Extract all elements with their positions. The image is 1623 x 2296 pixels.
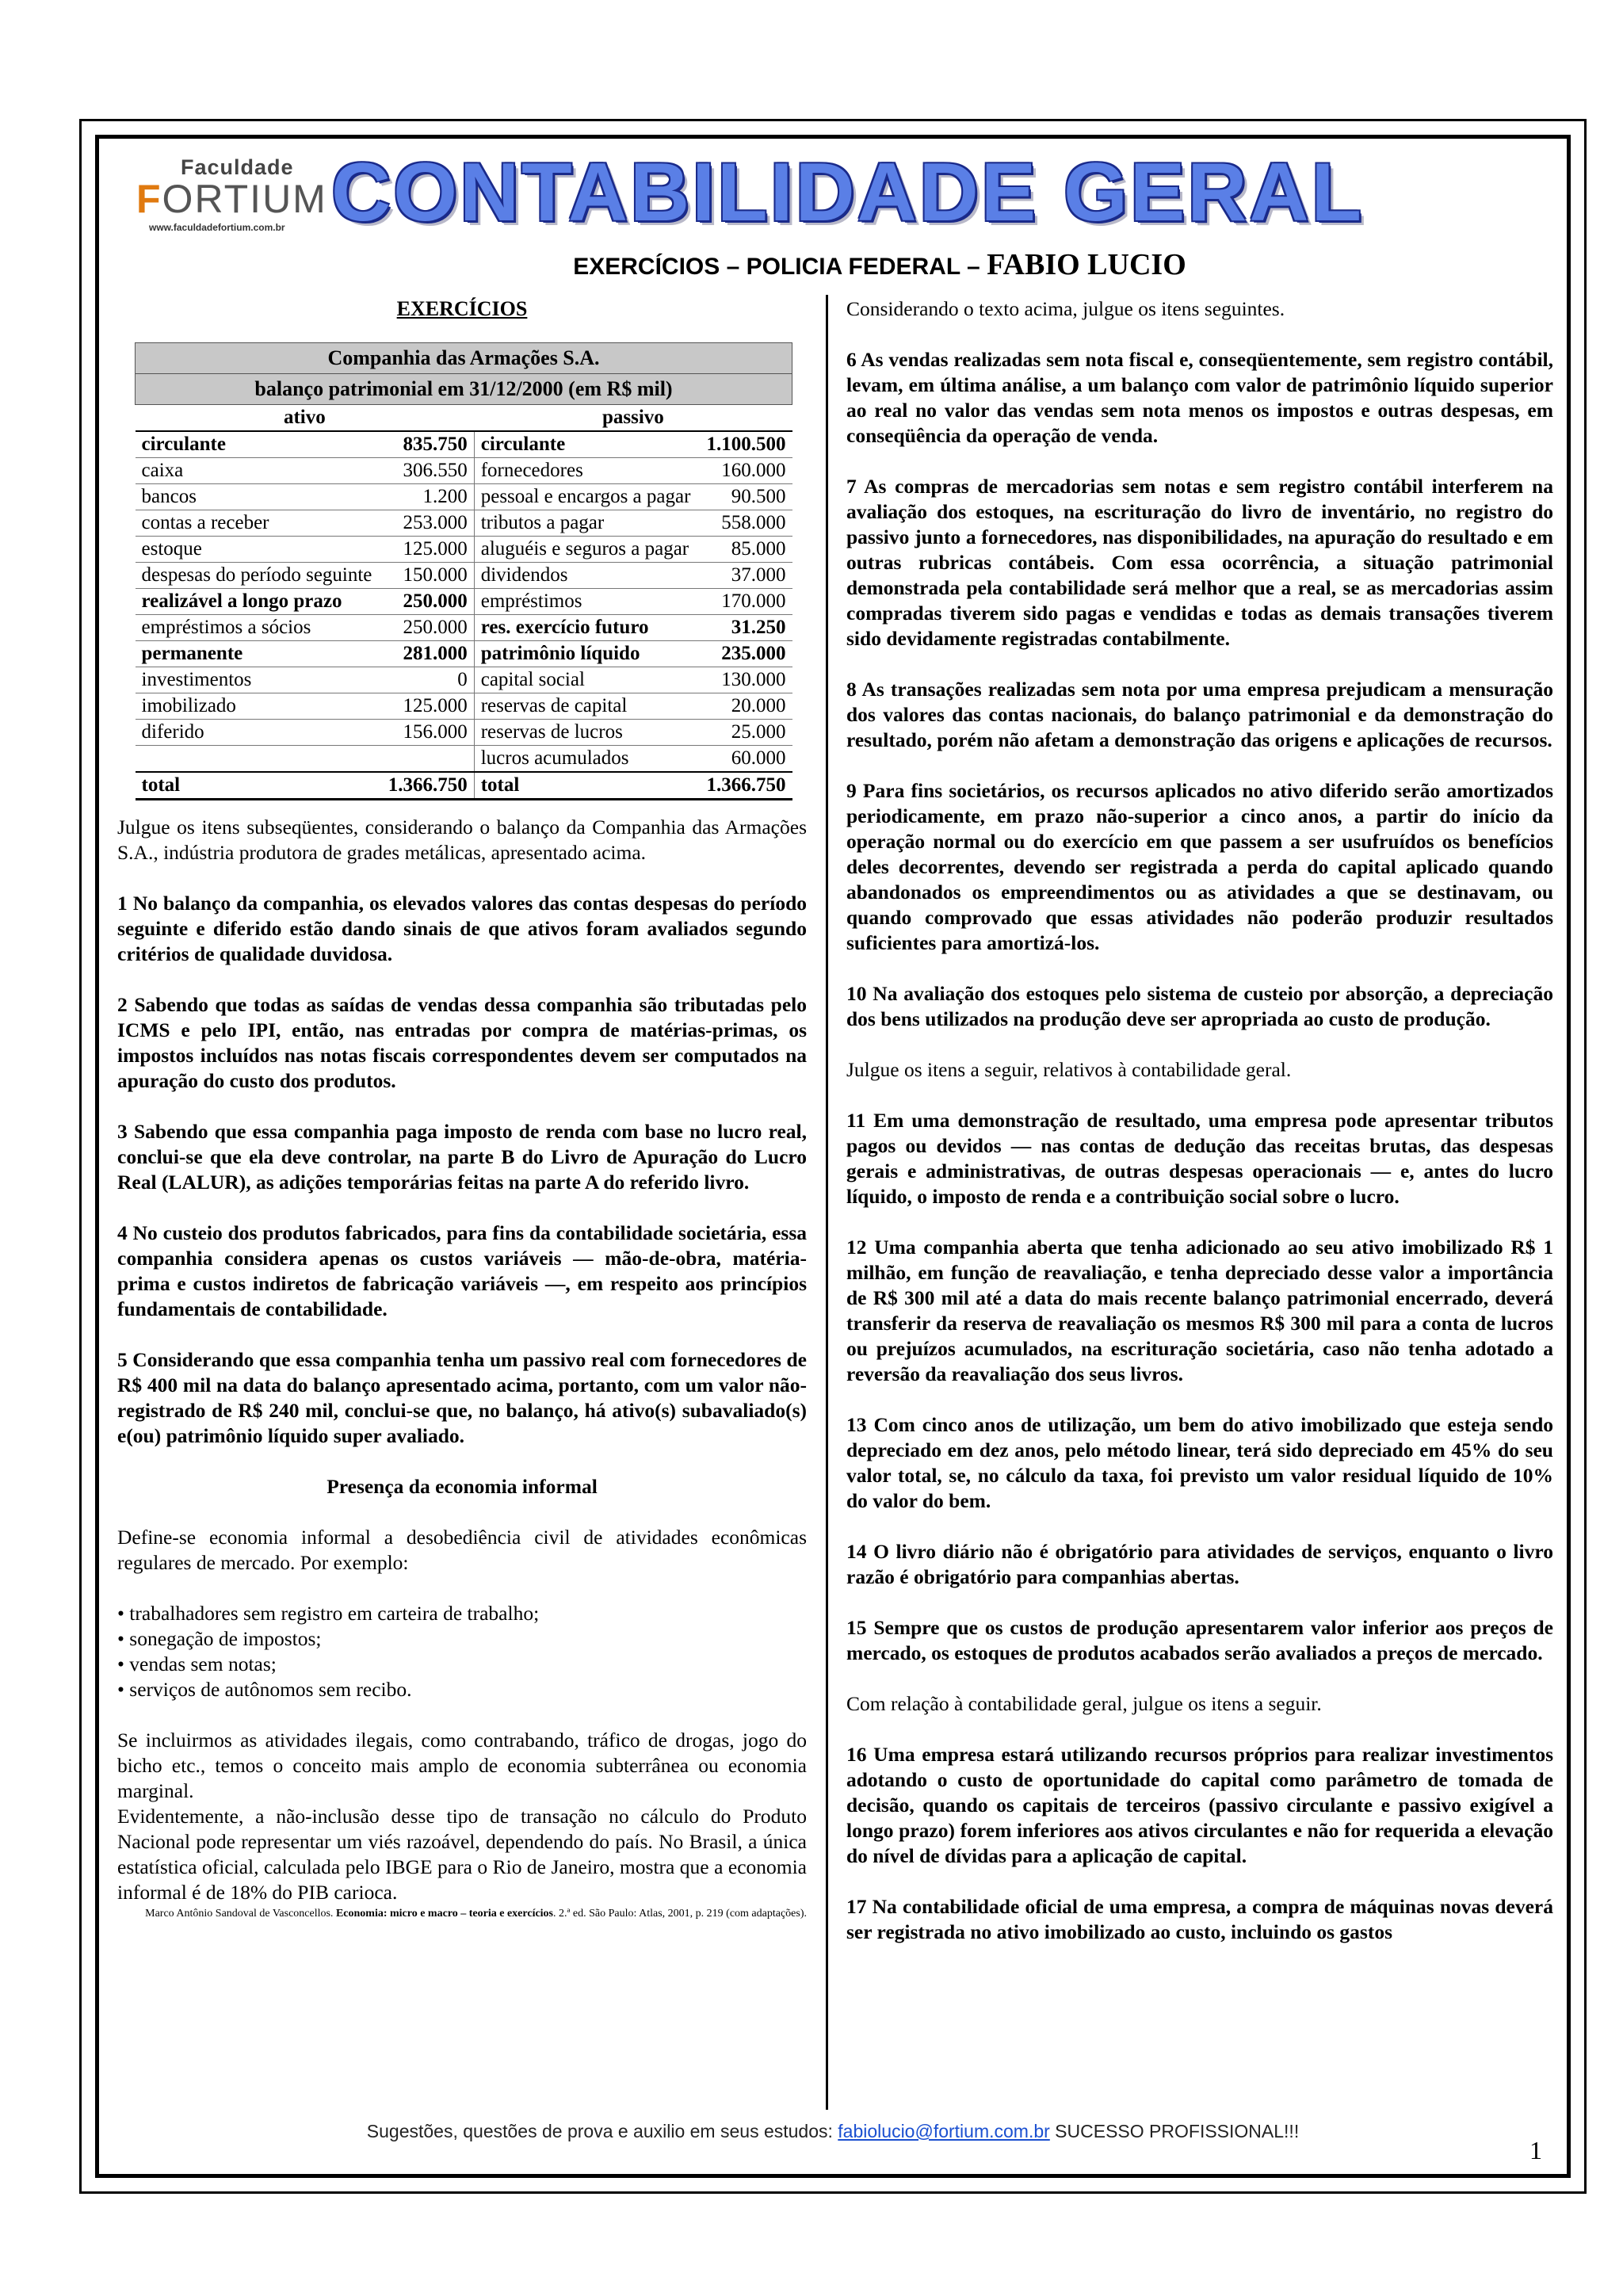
- question-9: 9 Para fins societários, os recursos aplicados no ativo diferido serão amortizados periodicamente, em prazo não-superior a cinco anos, a partir do início da operação normal ou do exercício em que passem a ser usufruídos os benefícios deles decorrentes, devendo ser registrada a perda do capital aplicado quando abandonados os empreendimentos ou as atividades a que se destinavam, ou quando comprovado que essas atividades não poderão produzir resultados suficientes para amortizá-los.: [846, 779, 1553, 954]
- ativo-label: caixa: [136, 458, 381, 484]
- page-number: 1: [1529, 2136, 1542, 2164]
- intro-3: Com relação à contabilidade geral, julgue os itens a seguir.: [846, 1692, 1322, 1715]
- total-passivo-label: total: [474, 772, 699, 800]
- passivo-value: 90.500: [699, 484, 792, 510]
- table-row: [136, 615, 792, 641]
- table-row: [136, 641, 792, 667]
- passivo-label: fornecedores: [474, 458, 699, 484]
- passivo-value: 20.000: [699, 693, 792, 720]
- question-1: 1 No balanço da companhia, os elevados valores das contas despesas do período seguinte e diferido estão dando sinais de que ativos foram avaliados segundo critérios de qualidade duvidosa.: [117, 892, 807, 965]
- ativo-label: bancos: [136, 484, 381, 510]
- table-row: [136, 510, 792, 537]
- ativo-value: 281.000: [381, 641, 475, 667]
- passivo-value: 1.100.500: [699, 431, 792, 458]
- footer: [95, 2121, 1571, 2142]
- footer-slogan: SUCESSO PROFISSIONAL!!!: [1049, 2121, 1300, 2141]
- table-total-row: [136, 772, 792, 800]
- right-column: [846, 296, 1553, 1945]
- ativo-value: 125.000: [381, 693, 475, 720]
- ativo-value: 1.200: [381, 484, 475, 510]
- table-row: [136, 667, 792, 693]
- logo-fortium-word: ORTIUM: [162, 177, 327, 221]
- passivo-value: 37.000: [699, 563, 792, 589]
- ativo-label: empréstimos a sócios: [136, 615, 381, 641]
- question-7: 7 As compras de mercadorias sem notas e sem registro contábil interferem na avaliação dos estoques, na escrituração do livro de inventário, no registro do passivo junto a fornecedores, nas disponibilidades, na apuração do resultado e em outras rubricas contábeis. Com essa ocorrência, a situação patrimonial demonstrada pela contabilidade será melhor que a real, se as mercadorias assim compradas tiverem sido pagas e vendidas e todas as demais transações tiverem sido devidamente registradas contabilmente.: [846, 475, 1553, 650]
- ativo-label: imobilizado: [136, 693, 381, 720]
- passivo-label: tributos a pagar: [474, 510, 699, 537]
- ativo-value: 125.000: [381, 537, 475, 563]
- question-16: 16 Uma empresa estará utilizando recursos próprios para realizar investimentos adotando o custo de oportunidade do capital como parâmetro de tomada de decisão, quando os capitais de terceiros (passivo circulante e passivo exigível a longo prazo) forem inferiores aos ativos circulantes e não for requerida a elevação do nível de dívidas para a aplicação de capital.: [846, 1743, 1553, 1867]
- table-row: [136, 693, 792, 720]
- bullet-item: • vendas sem notas;: [117, 1652, 277, 1675]
- question-8: 8 As transações realizadas sem nota por uma empresa prejudicam a mensuração dos valores das contas nacionais, do balanço patrimonial e da demonstração do resultado, porém não afetam a demonstração das origens e aplicações de recursos.: [846, 678, 1553, 751]
- table-row: [136, 458, 792, 484]
- economia-text-2: Se incluirmos as atividades ilegais, como contrabando, tráfico de drogas, jogo do bicho etc., temos o conceito mais amplo de economia subterrânea ou economia marginal.: [117, 1729, 807, 1802]
- ativo-label: despesas do período seguinte: [136, 563, 381, 589]
- citation-rest: . 2.ª ed. São Paulo: Atlas, 2001, p. 219 (com adaptações).: [553, 1908, 807, 1920]
- passivo-label: reservas de lucros: [474, 720, 699, 746]
- ativo-value: 253.000: [381, 510, 475, 537]
- ativo-label: permanente: [136, 641, 381, 667]
- footer-email-link[interactable]: fabiolucio@fortium.com.br: [838, 2121, 1050, 2141]
- table-row: [136, 484, 792, 510]
- ativo-value: 835.750: [381, 431, 475, 458]
- col-header-ativo: ativo: [136, 405, 475, 432]
- passivo-label: capital social: [474, 667, 699, 693]
- passivo-label: dividendos: [474, 563, 699, 589]
- section-title: Presença da economia informal: [327, 1475, 598, 1498]
- question-13: 13 Com cinco anos de utilização, um bem do ativo imobilizado que esteja sendo depreciado em dez anos, pelo método linear, terá sido depreciado em 45% do seu valor total, se, no cálculo da taxa, foi previsto um valor residual líquido de 10% do valor do bem.: [846, 1413, 1553, 1512]
- ativo-label: estoque: [136, 537, 381, 563]
- balance-sheet-table: [135, 342, 792, 800]
- economia-text-1: Define-se economia informal a desobediência civil de atividades econômicas regulares de mercado. Por exemplo:: [117, 1526, 807, 1574]
- question-17: 17 Na contabilidade oficial de uma empresa, a compra de máquinas novas deverá ser registrada no ativo imobilizado ao custo, incluindo os gastos: [846, 1895, 1553, 1943]
- table-subtitle: balanço patrimonial em 31/12/2000 (em R$ mil): [136, 374, 792, 405]
- citation-title: Economia: micro e macro – teoria e exercícios: [335, 1908, 554, 1920]
- subtitle-author: FABIO LUCIO: [987, 248, 1186, 281]
- passivo-label: reservas de capital: [474, 693, 699, 720]
- exercicios-heading: EXERCÍCIOS: [396, 297, 528, 320]
- intro-2: Julgue os itens a seguir, relativos à contabilidade geral.: [846, 1058, 1292, 1081]
- passivo-value: 85.000: [699, 537, 792, 563]
- passivo-label: pessoal e encargos a pagar: [474, 484, 699, 510]
- ativo-value: 250.000: [381, 589, 475, 615]
- subtitle: [333, 247, 1426, 282]
- ativo-label: diferido: [136, 720, 381, 746]
- main-title: CONTABILIDADE GERAL: [331, 147, 1365, 239]
- footer-text: Sugestões, questões de prova e auxilio em seus estudos:: [366, 2121, 838, 2141]
- col-header-passivo: passivo: [474, 405, 792, 432]
- passivo-label: circulante: [474, 431, 699, 458]
- faculdade-fortium-logo: [136, 155, 327, 235]
- left-column: [117, 296, 807, 1920]
- ativo-value: 306.550: [381, 458, 475, 484]
- table-title: Companhia das Armações S.A.: [136, 343, 792, 374]
- passivo-value: 170.000: [699, 589, 792, 615]
- passivo-value: 235.000: [699, 641, 792, 667]
- ativo-value: 150.000: [381, 563, 475, 589]
- economia-text-3: Evidentemente, a não-inclusão desse tipo de transação no cálculo do Produto Nacional pode representar um viés razoável, dependendo do país. No Brasil, a única estatística oficial, calculada pelo IBGE para o Rio de Janeiro, mostra que a economia informal é de 18% do PIB carioca.: [117, 1805, 807, 1904]
- passivo-value: 25.000: [699, 720, 792, 746]
- question-10: 10 Na avaliação dos estoques pelo sistema de custeio por absorção, a depreciação dos bens utilizados na produção deve ser apropriada ao custo de produção.: [846, 982, 1553, 1030]
- passivo-value: 130.000: [699, 667, 792, 693]
- column-divider: [826, 295, 828, 2110]
- question-6: 6 As vendas realizadas sem nota fiscal e, conseqüentemente, sem registro contábil, levam, em última análise, a um balanço com valor de patrimônio líquido superior ao real no valor das vendas sem nota menos os impostos e outras despesas, em conseqüência da operação de venda.: [846, 348, 1553, 447]
- total-ativo-value: 1.366.750: [381, 772, 475, 800]
- question-5: 5 Considerando que essa companhia tenha um passivo real com fornecedores de R$ 400 mil na data do balanço apresentado acima, portanto, com um valor não-registrado de R$ 240 mil, conclui-se que, no balanço, há ativo(s) subavaliado(s) e(ou) patrimônio líquido super avaliado.: [117, 1348, 807, 1447]
- table-row: [136, 589, 792, 615]
- question-12: 12 Uma companhia aberta que tenha adicionado ao seu ativo imobilizado R$ 1 milhão, em função de reavaliação, e tenha depreciado desse valor a importância de R$ 300 mil até a data do mais recente balanço patrimonial encerrado, deverá transferir da reserva de reavaliação os mesmos R$ 300 mil para a conta de lucros ou prejuízos acumulados, na escrituração societária, caso não tenha adotado a reversão da reavaliação dos seus livros.: [846, 1236, 1553, 1385]
- ativo-label: [136, 746, 381, 773]
- ativo-label: realizável a longo prazo: [136, 589, 381, 615]
- intro-1: Considerando o texto acima, julgue os itens seguintes.: [846, 297, 1285, 320]
- table-row: [136, 720, 792, 746]
- ativo-value: 0: [381, 667, 475, 693]
- ativo-value: [381, 746, 475, 773]
- passivo-label: patrimônio líquido: [474, 641, 699, 667]
- question-3: 3 Sabendo que essa companhia paga imposto de renda com base no lucro real, conclui-se que ela deve controlar, na parte B do Livro de Apuração do Lucro Real (LALUR), as adições temporárias feitas na parte A do referido livro.: [117, 1120, 807, 1194]
- question-11: 11 Em uma demonstração de resultado, uma empresa pode apresentar tributos pagos ou devidos — nas contas de dedução das receitas brutas, das despesas gerais e administrativas, de outras despesas operacionais — e, antes do lucro líquido, o imposto de renda e a contribuição social sobre o lucro.: [846, 1109, 1553, 1208]
- passivo-label: res. exercício futuro: [474, 615, 699, 641]
- intro-paragraph: Julgue os itens subseqüentes, considerando o balanço da Companhia das Armações S.A., indústria produtora de grades metálicas, apresentado acima.: [117, 816, 807, 864]
- table-row: [136, 746, 792, 773]
- citation-author: Marco Antônio Sandoval de Vasconcellos.: [145, 1908, 334, 1920]
- passivo-value: 160.000: [699, 458, 792, 484]
- ativo-label: circulante: [136, 431, 381, 458]
- citation: [117, 1907, 807, 1920]
- logo-fortium-text: FORTIUM: [136, 177, 327, 221]
- logo-faculdade-text: Faculdade: [181, 155, 294, 179]
- total-passivo-value: 1.366.750: [699, 772, 792, 800]
- total-ativo-label: total: [136, 772, 381, 800]
- balance-sheet-body: [136, 431, 792, 772]
- logo-url: www.faculdadefortium.com.br: [149, 222, 285, 233]
- bullet-item: • sonegação de impostos;: [117, 1627, 322, 1650]
- bullet-item: • serviços de autônomos sem recibo.: [117, 1678, 412, 1701]
- passivo-value: 558.000: [699, 510, 792, 537]
- passivo-value: 60.000: [699, 746, 792, 773]
- subtitle-exercicios: EXERCÍCIOS – POLICIA FEDERAL –: [573, 254, 980, 280]
- ativo-value: 156.000: [381, 720, 475, 746]
- ativo-label: investimentos: [136, 667, 381, 693]
- passivo-label: empréstimos: [474, 589, 699, 615]
- table-row: [136, 563, 792, 589]
- table-row: [136, 431, 792, 458]
- ativo-label: contas a receber: [136, 510, 381, 537]
- ativo-value: 250.000: [381, 615, 475, 641]
- passivo-label: lucros acumulados: [474, 746, 699, 773]
- question-2: 2 Sabendo que todas as saídas de vendas dessa companhia são tributadas pelo ICMS e pelo IPI, então, nas entradas por compra de matérias-primas, os impostos incluídos nas notas fiscais correspondentes devem ser computados na apuração do custo dos produtos.: [117, 993, 807, 1092]
- question-15: 15 Sempre que os custos de produção apresentarem valor inferior aos preços de mercado, os estoques de produtos acabados serão avaliados a preços de mercado.: [846, 1616, 1553, 1664]
- table-row: [136, 537, 792, 563]
- bullet-list: [117, 1601, 807, 1702]
- bullet-item: • trabalhadores sem registro em carteira de trabalho;: [117, 1602, 540, 1625]
- passivo-value: 31.250: [699, 615, 792, 641]
- passivo-label: aluguéis e seguros a pagar: [474, 537, 699, 563]
- question-14: 14 O livro diário não é obrigatório para atividades de serviços, enquanto o livro razão é obrigatório para companhias abertas.: [846, 1540, 1553, 1588]
- question-4: 4 No custeio dos produtos fabricados, para fins da contabilidade societária, essa companhia considera apenas os custos variáveis — mão-de-obra, matéria-prima e custos indiretos de fabricação variáveis —, em respeito aos princípios fundamentais de contabilidade.: [117, 1221, 807, 1320]
